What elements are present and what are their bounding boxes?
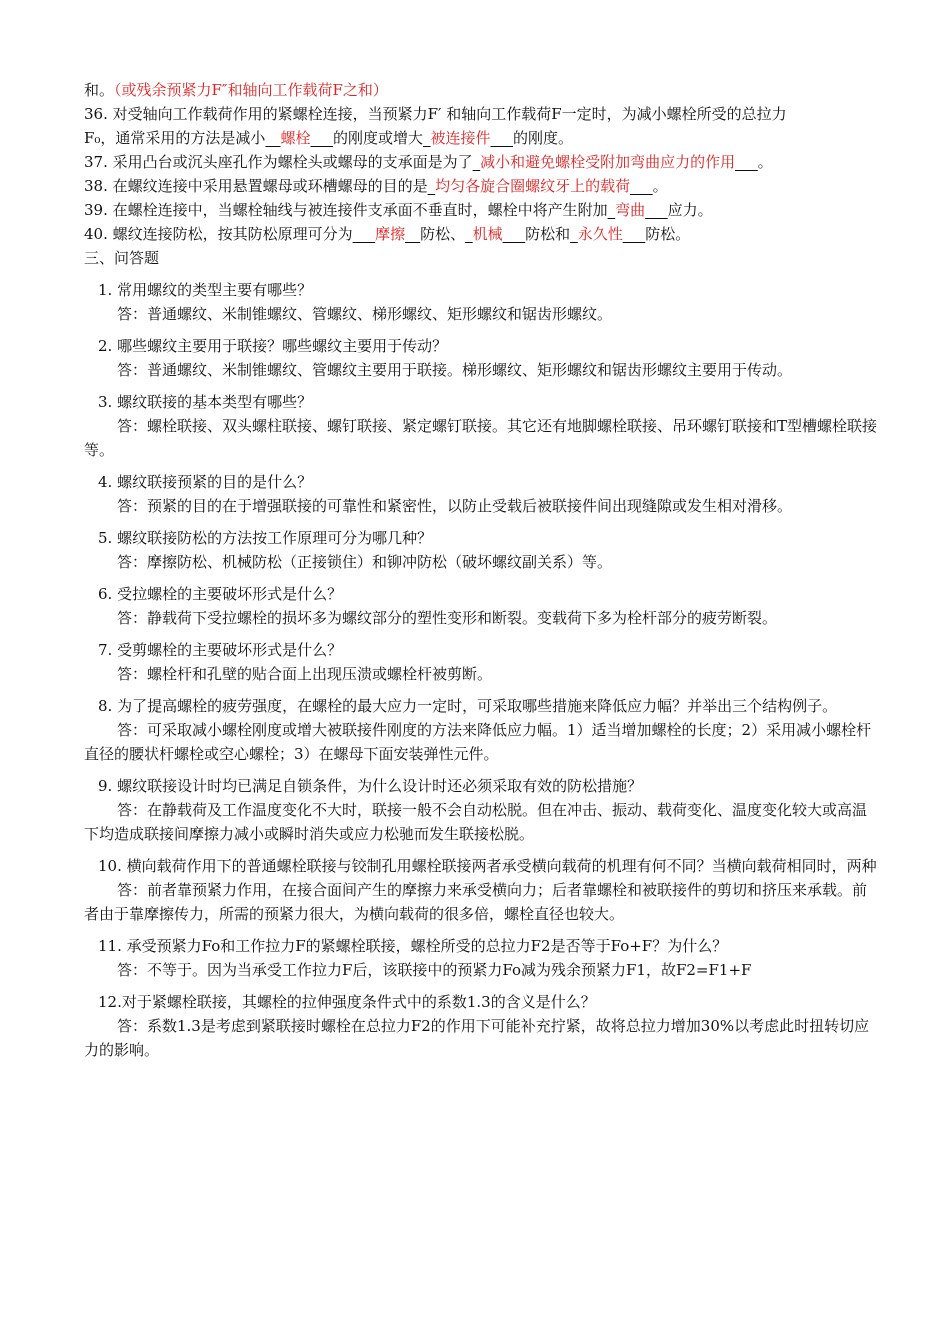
question-text: 7. 受剪螺栓的主要破坏形式是什么？ <box>98 641 343 659</box>
question-text: 12.对于紧螺栓联接，其螺栓的拉伸强度条件式中的系数1.3的含义是什么？ <box>98 993 596 1011</box>
question-text: 3. 螺纹联接的基本类型有哪些？ <box>98 393 313 411</box>
fill-item-36a <box>84 102 880 126</box>
answer-text: （或残余预紧力F″和轴向工作载荷F之和） <box>114 81 388 99</box>
text-segment: 37. 采用凸台或沉头座孔作为螺栓头或螺母的支承面是为了 <box>84 153 473 171</box>
fill-item-36b <box>84 126 880 150</box>
blank-underline: _ <box>427 177 436 195</box>
answer-text: 永久性 <box>577 225 623 243</box>
qa-item <box>84 638 880 686</box>
blank-underline: ___ <box>622 225 646 243</box>
qa-item <box>84 694 880 766</box>
answer-text: 答：在静载荷及工作温度变化不大时，联接一般不会自动松脱。但在冲击、振动、载荷变化、温度变化较大或高温下均造成联接间摩擦力减小或瞬时消失或应力松驰而发生联接松脱。 <box>84 801 868 843</box>
blank-underline: ___ <box>630 177 653 195</box>
answer-text: 答：普通螺纹、米制锥螺纹、管螺纹主要用于联接。梯形螺纹、矩形螺纹和锯齿形螺纹主要用于传动。 <box>117 361 793 379</box>
text-segment: 36. 对受轴向工作载荷作用的紧螺栓连接，当预紧力F′ 和轴向工作载荷F一定时，为减小螺栓所受的总拉力 <box>84 105 787 123</box>
answer-text: 答：螺栓杆和孔壁的贴合面上出现压溃或螺栓杆被剪断。 <box>117 665 493 683</box>
answer-text: 弯曲 <box>615 201 646 219</box>
qa-item <box>84 582 880 630</box>
text-segment: 。 <box>757 153 773 171</box>
answer-text: 摩擦 <box>375 225 406 243</box>
answer-text: 答：螺栓联接、双头螺柱联接、螺钉联接、紧定螺钉联接。其它还有地脚螺栓联接、吊环螺钉联接和T型槽螺栓联接等。 <box>84 417 878 459</box>
fill-in-blank-section <box>84 78 880 246</box>
qa-item <box>84 470 880 518</box>
section-title: 三、问答题 <box>84 249 160 267</box>
text-segment: 40. 螺纹连接防松，按其防松原理可分为 <box>84 225 353 243</box>
question-text: 1. 常用螺纹的类型主要有哪些？ <box>98 281 313 299</box>
text-segment: 的刚度。 <box>512 129 573 147</box>
answer-text: 机械 <box>472 225 503 243</box>
text-segment: 。 <box>652 177 668 195</box>
qa-item <box>84 934 880 982</box>
question-text: 4. 螺纹联接预紧的目的是什么？ <box>98 473 313 491</box>
answer-text: 答：系数1.3是考虑到紧联接时螺栓在总拉力F2的作用下可能补充拧紧，故将总拉力增加30%以考虑此时扭转切应力的影响。 <box>84 1017 870 1059</box>
answer-text: 答：摩擦防松、机械防松（正接锁住）和铆冲防松（破坏螺纹副关系）等。 <box>117 553 613 571</box>
blank-underline: ___ <box>490 129 513 147</box>
fill-item-40 <box>84 222 880 246</box>
blank-underline: _ <box>465 225 473 243</box>
blank-underline: ___ <box>502 225 526 243</box>
question-text: 9. 螺纹联接设计时均已满足自锁条件，为什么设计时还必须采取有效的防松措施？ <box>98 777 643 795</box>
answer-text: 答：可采取减小螺栓刚度或增大被联接件刚度的方法来降低应力幅。1）适当增加螺栓的长度；2）采用减小螺栓杆直径的腰状杆螺栓或空心螺栓；3）在螺母下面安装弹性元件。 <box>84 721 872 763</box>
blank-underline: __ <box>265 129 281 147</box>
text-segment: 防松。 <box>645 225 691 243</box>
qa-item <box>84 990 880 1062</box>
qa-item <box>84 278 880 326</box>
text-segment: 39. 在螺栓连接中，当螺栓轴线与被连接件支承面不垂直时，螺栓中将产生附加 <box>84 201 608 219</box>
blank-underline: _ <box>422 129 431 147</box>
answer-text: 被连接件 <box>430 129 491 147</box>
qa-section <box>84 278 880 1062</box>
fill-item-39 <box>84 198 880 222</box>
text-segment: F₀，通常采用的方法是减小 <box>84 129 266 147</box>
text-segment: 防松和 <box>525 225 571 243</box>
text-segment: 防松、 <box>420 225 466 243</box>
blank-underline: ___ <box>735 153 758 171</box>
qa-item <box>84 526 880 574</box>
qa-item <box>84 390 880 462</box>
qa-item <box>84 774 880 846</box>
answer-text: 答：不等于。因为当承受工作拉力F后，该联接中的预紧力Fo减为残余预紧力F1，故F2=F1+F <box>117 961 752 979</box>
blank-underline: ___ <box>310 129 333 147</box>
question-text: 5. 螺纹联接防松的方法按工作原理可分为哪几种？ <box>98 529 433 547</box>
answer-text: 答：预紧的目的在于增强联接的可靠性和紧密性，以防止受载后被联接件间出现缝隙或发生相对滑移。 <box>117 497 793 515</box>
blank-underline: _ <box>570 225 578 243</box>
question-text: 6. 受拉螺栓的主要破坏形式是什么？ <box>98 585 343 603</box>
qa-item <box>84 854 880 926</box>
fill-item-37 <box>84 150 880 174</box>
blank-underline: _ <box>607 201 616 219</box>
question-text: 10. 横向载荷作用下的普通螺栓联接与铰制孔用螺栓联接两者承受横向载荷的机理有何不同？当横向载荷相同时，两种 <box>98 857 877 875</box>
question-text: 8. 为了提高螺栓的疲劳强度，在螺栓的最大应力一定时，可采取哪些措施来降低应力幅？并举出三个结构例子。 <box>98 697 838 715</box>
blank-underline: __ <box>405 225 421 243</box>
blank-underline: ___ <box>352 225 376 243</box>
blank-underline: _ <box>472 153 481 171</box>
answer-text: 答：普通螺纹、米制锥螺纹、管螺纹、梯形螺纹、矩形螺纹和锯齿形螺纹。 <box>117 305 613 323</box>
fill-item-38 <box>84 174 880 198</box>
question-text: 2. 哪些螺纹主要用于联接？哪些螺纹主要用于传动？ <box>98 337 448 355</box>
text-segment: 和。 <box>84 81 115 99</box>
text-segment: 的刚度或增大 <box>332 129 423 147</box>
answer-text: 螺栓 <box>280 129 311 147</box>
text-segment: 38. 在螺纹连接中采用悬置螺母或环槽螺母的目的是 <box>84 177 428 195</box>
qa-item <box>84 334 880 382</box>
question-text: 11. 承受预紧力Fo和工作拉力F的紧螺栓联接，螺栓所受的总拉力F2是否等于Fo+F？为什么？ <box>98 937 728 955</box>
blank-underline: ___ <box>645 201 668 219</box>
answer-text: 减小和避免螺栓受附加弯曲应力的作用 <box>480 153 736 171</box>
answer-text: 答：前者靠预紧力作用，在接合面间产生的摩擦力来承受横向力；后者靠螺栓和被联接件的剪切和挤压来承载。前者由于靠摩擦传力，所需的预紧力很大，为横向载荷的很多倍，螺栓直径也较大。 <box>84 881 868 923</box>
text-segment: 应力。 <box>667 201 713 219</box>
answer-text: 答：静载荷下受拉螺栓的损坏多为螺纹部分的塑性变形和断裂。变载荷下多为栓杆部分的疲劳断裂。 <box>117 609 778 627</box>
fill-item-cont <box>84 78 880 102</box>
answer-text: 均匀各旋合圈螺纹牙上的载荷 <box>435 177 631 195</box>
